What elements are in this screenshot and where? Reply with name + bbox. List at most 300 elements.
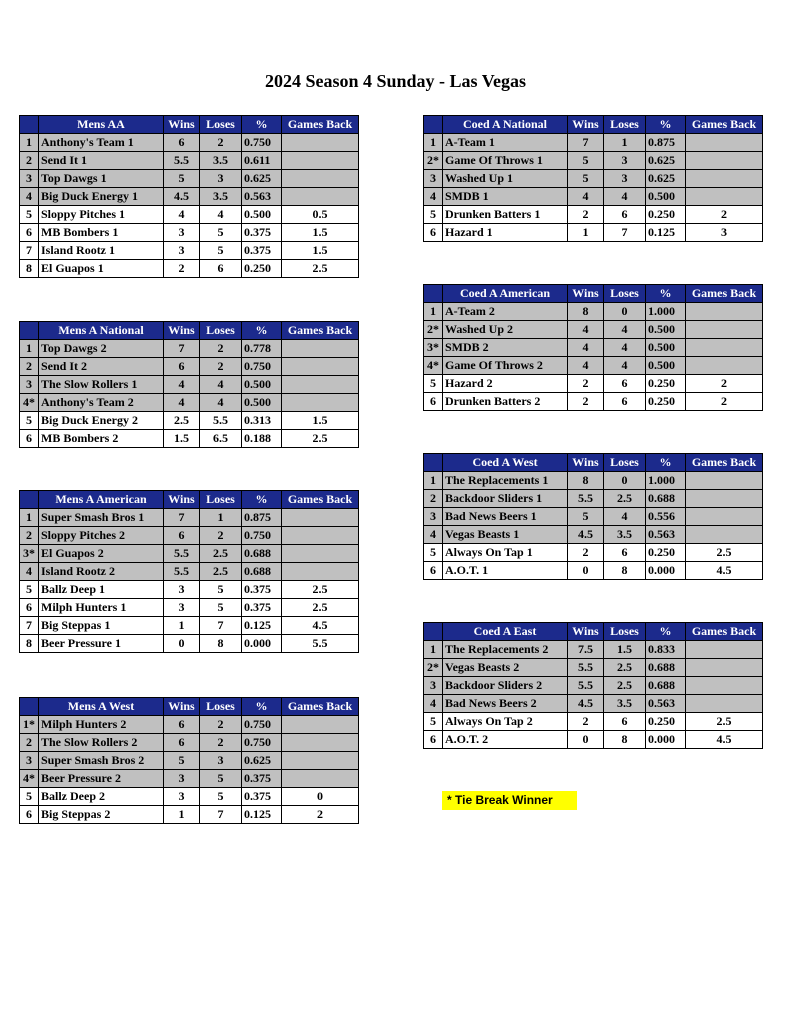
wins-cell: 2.5: [164, 412, 200, 430]
wins-cell: 3: [164, 224, 200, 242]
games-back-cell: 2.5: [282, 260, 359, 278]
table-row: [424, 562, 763, 580]
pct-cell: 0.500: [242, 394, 282, 412]
standings-table-mens-a-national: [19, 321, 359, 448]
rank-cell: 7: [20, 242, 39, 260]
team-cell: El Guapos 1: [39, 260, 164, 278]
games-back-cell: 2.5: [686, 713, 763, 731]
loses-cell: 2.5: [200, 545, 242, 563]
rank-cell: 5: [424, 544, 443, 562]
team-cell: Anthony's Team 2: [39, 394, 164, 412]
pct-cell: 0.750: [242, 134, 282, 152]
rank-header: [424, 623, 443, 641]
wins-header: Wins: [164, 491, 200, 509]
games-back-cell: [686, 695, 763, 713]
pct-cell: 0.500: [646, 188, 686, 206]
rank-cell: 5: [424, 375, 443, 393]
rank-cell: 8: [20, 635, 39, 653]
wins-cell: 4.5: [568, 695, 604, 713]
rank-header: [424, 454, 443, 472]
wins-cell: 5.5: [164, 152, 200, 170]
team-cell: Hazard 1: [443, 224, 568, 242]
loses-cell: 0: [604, 472, 646, 490]
games-back-cell: 5.5: [282, 635, 359, 653]
team-cell: The Replacements 1: [443, 472, 568, 490]
wins-cell: 5.5: [568, 677, 604, 695]
rank-cell: 2: [20, 527, 39, 545]
table-row: [424, 472, 763, 490]
loses-cell: 5: [200, 242, 242, 260]
pct-header: %: [242, 116, 282, 134]
team-cell: Big Steppas 2: [39, 806, 164, 824]
pct-cell: 0.250: [646, 393, 686, 411]
rank-cell: 6: [424, 393, 443, 411]
rank-cell: 1: [20, 340, 39, 358]
games-back-cell: 2.5: [282, 430, 359, 448]
games-back-cell: 2: [686, 206, 763, 224]
team-cell: A-Team 1: [443, 134, 568, 152]
pct-cell: 0.500: [646, 321, 686, 339]
loses-cell: 2.5: [604, 677, 646, 695]
standings-table-coed-a-american: [423, 284, 763, 411]
loses-cell: 3.5: [604, 526, 646, 544]
table-header-row: [20, 698, 359, 716]
rank-cell: 1: [424, 472, 443, 490]
pct-cell: 0.688: [646, 677, 686, 695]
games-back-cell: 1.5: [282, 242, 359, 260]
loses-cell: 3: [604, 170, 646, 188]
pct-cell: 0.556: [646, 508, 686, 526]
pct-cell: 0.625: [646, 152, 686, 170]
table-row: [424, 508, 763, 526]
loses-cell: 3.5: [200, 188, 242, 206]
loses-cell: 6.5: [200, 430, 242, 448]
wins-cell: 4: [164, 394, 200, 412]
pct-header: %: [242, 698, 282, 716]
table-row: [424, 170, 763, 188]
wins-cell: 8: [568, 472, 604, 490]
rank-cell: 2*: [424, 321, 443, 339]
loses-header: Loses: [604, 116, 646, 134]
rank-cell: 1: [424, 134, 443, 152]
table-row: [20, 581, 359, 599]
team-cell: Drunken Batters 2: [443, 393, 568, 411]
games-back-header: Games Back: [686, 454, 763, 472]
wins-cell: 5: [164, 752, 200, 770]
loses-cell: 2.5: [604, 659, 646, 677]
team-cell: MB Bombers 1: [39, 224, 164, 242]
division-name-header: Mens A West: [39, 698, 164, 716]
loses-cell: 2.5: [604, 490, 646, 508]
standings-table-mens-a-american: [19, 490, 359, 653]
table-row: [424, 303, 763, 321]
pct-cell: 0.833: [646, 641, 686, 659]
table-row: [424, 393, 763, 411]
games-back-header: Games Back: [282, 322, 359, 340]
team-cell: Ballz Deep 1: [39, 581, 164, 599]
wins-header: Wins: [164, 116, 200, 134]
rank-cell: 3*: [424, 339, 443, 357]
team-cell: SMDB 1: [443, 188, 568, 206]
wins-cell: 6: [164, 734, 200, 752]
pct-cell: 0.688: [646, 490, 686, 508]
table-row: [20, 716, 359, 734]
table-row: [20, 152, 359, 170]
games-back-cell: [282, 545, 359, 563]
table-row: [20, 376, 359, 394]
standings-table-mens-aa: [19, 115, 359, 278]
rank-cell: 3: [424, 508, 443, 526]
loses-cell: 1: [200, 509, 242, 527]
loses-cell: 8: [200, 635, 242, 653]
table-row: [424, 641, 763, 659]
games-back-header: Games Back: [282, 491, 359, 509]
team-cell: Big Duck Energy 1: [39, 188, 164, 206]
team-cell: Ballz Deep 2: [39, 788, 164, 806]
team-cell: Beer Pressure 2: [39, 770, 164, 788]
games-back-cell: 4.5: [686, 731, 763, 749]
pct-cell: 0.563: [646, 526, 686, 544]
table-row: [20, 635, 359, 653]
pct-cell: 0.125: [242, 806, 282, 824]
games-back-cell: [686, 472, 763, 490]
table-row: [20, 224, 359, 242]
rank-cell: 3: [20, 170, 39, 188]
pct-cell: 0.688: [646, 659, 686, 677]
division-name-header: Coed A East: [443, 623, 568, 641]
team-cell: Vegas Beasts 1: [443, 526, 568, 544]
loses-cell: 7: [604, 224, 646, 242]
loses-cell: 5: [200, 788, 242, 806]
pct-cell: 0.313: [242, 412, 282, 430]
pct-cell: 0.500: [242, 376, 282, 394]
table-row: [424, 152, 763, 170]
games-back-cell: [686, 357, 763, 375]
team-cell: Anthony's Team 1: [39, 134, 164, 152]
wins-cell: 1.5: [164, 430, 200, 448]
table-row: [424, 677, 763, 695]
team-cell: Sloppy Pitches 2: [39, 527, 164, 545]
team-cell: Island Rootz 1: [39, 242, 164, 260]
wins-cell: 7: [568, 134, 604, 152]
wins-cell: 7: [164, 509, 200, 527]
loses-header: Loses: [604, 623, 646, 641]
pct-cell: 0.750: [242, 527, 282, 545]
division-name-header: Coed A American: [443, 285, 568, 303]
page-title: 2024 Season 4 Sunday - Las Vegas: [264, 71, 527, 91]
wins-header: Wins: [568, 454, 604, 472]
wins-cell: 3: [164, 788, 200, 806]
pct-cell: 0.625: [242, 170, 282, 188]
division-name-header: Mens A National: [39, 322, 164, 340]
team-cell: Backdoor Sliders 2: [443, 677, 568, 695]
rank-header: [424, 116, 443, 134]
table-row: [20, 412, 359, 430]
pct-cell: 0.778: [242, 340, 282, 358]
loses-cell: 2: [200, 340, 242, 358]
rank-cell: 7: [20, 617, 39, 635]
loses-cell: 4: [604, 321, 646, 339]
games-back-cell: 2.5: [686, 544, 763, 562]
table-row: [424, 544, 763, 562]
table-row: [424, 134, 763, 152]
team-cell: Super Smash Bros 2: [39, 752, 164, 770]
team-cell: Washed Up 2: [443, 321, 568, 339]
standings-table-coed-a-west: [423, 453, 763, 580]
loses-cell: 4: [604, 188, 646, 206]
team-cell: Hazard 2: [443, 375, 568, 393]
games-back-cell: [686, 526, 763, 544]
wins-cell: 8: [568, 303, 604, 321]
team-cell: The Slow Rollers 2: [39, 734, 164, 752]
loses-cell: 2.5: [200, 563, 242, 581]
games-back-cell: [686, 170, 763, 188]
games-back-cell: 2.5: [282, 599, 359, 617]
loses-cell: 5: [200, 581, 242, 599]
loses-cell: 7: [200, 806, 242, 824]
pct-header: %: [646, 285, 686, 303]
games-back-cell: [686, 641, 763, 659]
wins-cell: 5: [164, 170, 200, 188]
pct-cell: 0.750: [242, 358, 282, 376]
team-cell: Game Of Throws 2: [443, 357, 568, 375]
team-cell: Big Duck Energy 2: [39, 412, 164, 430]
rank-cell: 6: [20, 806, 39, 824]
rank-cell: 1: [20, 509, 39, 527]
games-back-cell: [282, 152, 359, 170]
table-row: [424, 731, 763, 749]
wins-cell: 6: [164, 134, 200, 152]
team-cell: Drunken Batters 1: [443, 206, 568, 224]
pct-cell: 0.750: [242, 716, 282, 734]
games-back-cell: [282, 563, 359, 581]
team-cell: SMDB 2: [443, 339, 568, 357]
wins-cell: 5.5: [568, 659, 604, 677]
games-back-header: Games Back: [686, 285, 763, 303]
games-back-cell: [686, 321, 763, 339]
wins-cell: 2: [568, 206, 604, 224]
rank-cell: 1: [424, 303, 443, 321]
games-back-header: Games Back: [282, 116, 359, 134]
team-cell: Super Smash Bros 1: [39, 509, 164, 527]
pct-cell: 0.250: [242, 260, 282, 278]
wins-cell: 4: [568, 188, 604, 206]
table-row: [20, 394, 359, 412]
rank-cell: 3: [424, 170, 443, 188]
wins-cell: 2: [568, 375, 604, 393]
wins-header: Wins: [568, 285, 604, 303]
wins-cell: 2: [568, 713, 604, 731]
games-back-cell: 0.5: [282, 206, 359, 224]
team-cell: Bad News Beers 2: [443, 695, 568, 713]
pct-cell: 0.688: [242, 563, 282, 581]
table-row: [20, 430, 359, 448]
games-back-cell: 0: [282, 788, 359, 806]
table-row: [20, 788, 359, 806]
wins-cell: 4: [568, 357, 604, 375]
rank-cell: 2: [20, 152, 39, 170]
table-row: [20, 545, 359, 563]
pct-header: %: [242, 322, 282, 340]
pct-cell: 0.500: [242, 206, 282, 224]
table-row: [424, 659, 763, 677]
loses-header: Loses: [200, 322, 242, 340]
team-cell: Top Dawgs 1: [39, 170, 164, 188]
pct-cell: 0.250: [646, 544, 686, 562]
games-back-cell: [282, 170, 359, 188]
pct-cell: 0.563: [242, 188, 282, 206]
rank-cell: 3: [20, 752, 39, 770]
loses-cell: 4: [604, 339, 646, 357]
loses-cell: 3: [604, 152, 646, 170]
loses-cell: 3.5: [604, 695, 646, 713]
division-name-header: Mens A American: [39, 491, 164, 509]
wins-cell: 5: [568, 170, 604, 188]
wins-cell: 0: [568, 731, 604, 749]
loses-cell: 1.5: [604, 641, 646, 659]
wins-cell: 5: [568, 508, 604, 526]
loses-cell: 5: [200, 599, 242, 617]
loses-cell: 5: [200, 224, 242, 242]
wins-cell: 5.5: [164, 563, 200, 581]
table-row: [424, 339, 763, 357]
pct-cell: 0.375: [242, 581, 282, 599]
games-back-cell: [282, 716, 359, 734]
table-row: [424, 526, 763, 544]
wins-cell: 0: [568, 562, 604, 580]
table-row: [424, 695, 763, 713]
rank-cell: 4: [424, 695, 443, 713]
loses-cell: 5: [200, 770, 242, 788]
rank-cell: 5: [20, 412, 39, 430]
rank-cell: 6: [20, 430, 39, 448]
pct-cell: 0.375: [242, 770, 282, 788]
division-name-header: Coed A National: [443, 116, 568, 134]
rank-cell: 1: [424, 641, 443, 659]
games-back-cell: 3: [686, 224, 763, 242]
team-cell: El Guapos 2: [39, 545, 164, 563]
table-row: [424, 206, 763, 224]
table-row: [20, 527, 359, 545]
table-header-row: [424, 116, 763, 134]
loses-cell: 3: [200, 752, 242, 770]
games-back-cell: 1.5: [282, 224, 359, 242]
standings-table-mens-a-west: [19, 697, 359, 824]
table-row: [424, 490, 763, 508]
wins-cell: 2: [568, 393, 604, 411]
wins-cell: 5: [568, 152, 604, 170]
games-back-cell: [282, 340, 359, 358]
loses-header: Loses: [200, 491, 242, 509]
wins-header: Wins: [164, 698, 200, 716]
rank-cell: 5: [20, 581, 39, 599]
table-row: [424, 321, 763, 339]
standings-table-coed-a-east: [423, 622, 763, 749]
wins-cell: 2: [568, 544, 604, 562]
games-back-cell: [282, 527, 359, 545]
loses-cell: 3.5: [200, 152, 242, 170]
games-back-cell: [282, 509, 359, 527]
loses-cell: 2: [200, 716, 242, 734]
rank-cell: 6: [424, 562, 443, 580]
wins-cell: 7.5: [568, 641, 604, 659]
pct-cell: 0.375: [242, 224, 282, 242]
rank-cell: 4*: [20, 770, 39, 788]
team-cell: A.O.T. 1: [443, 562, 568, 580]
rank-cell: 2: [20, 358, 39, 376]
table-row: [424, 375, 763, 393]
rank-header: [20, 116, 39, 134]
loses-cell: 6: [604, 393, 646, 411]
team-cell: Sloppy Pitches 1: [39, 206, 164, 224]
table-row: [20, 170, 359, 188]
team-cell: Top Dawgs 2: [39, 340, 164, 358]
table-row: [20, 734, 359, 752]
team-cell: A.O.T. 2: [443, 731, 568, 749]
table-row: [20, 752, 359, 770]
loses-header: Loses: [200, 698, 242, 716]
table-row: [20, 563, 359, 581]
pct-cell: 0.250: [646, 713, 686, 731]
pct-header: %: [646, 454, 686, 472]
loses-cell: 3: [200, 170, 242, 188]
loses-cell: 8: [604, 562, 646, 580]
loses-cell: 6: [200, 260, 242, 278]
games-back-cell: 1.5: [282, 412, 359, 430]
games-back-cell: [282, 134, 359, 152]
games-back-header: Games Back: [282, 698, 359, 716]
games-back-cell: 4.5: [686, 562, 763, 580]
table-row: [20, 134, 359, 152]
table-row: [424, 188, 763, 206]
pct-cell: 0.125: [242, 617, 282, 635]
loses-cell: 2: [200, 134, 242, 152]
team-cell: Milph Hunters 1: [39, 599, 164, 617]
loses-cell: 4: [604, 357, 646, 375]
pct-cell: 0.500: [646, 339, 686, 357]
rank-cell: 2: [424, 490, 443, 508]
table-header-row: [424, 623, 763, 641]
rank-cell: 5: [424, 713, 443, 731]
table-row: [20, 260, 359, 278]
pct-cell: 0.250: [646, 206, 686, 224]
loses-cell: 2: [200, 527, 242, 545]
rank-cell: 3*: [20, 545, 39, 563]
wins-header: Wins: [568, 623, 604, 641]
games-back-cell: [686, 490, 763, 508]
wins-cell: 5.5: [164, 545, 200, 563]
games-back-cell: [686, 659, 763, 677]
team-cell: A-Team 2: [443, 303, 568, 321]
division-name-header: Coed A West: [443, 454, 568, 472]
rank-cell: 6: [20, 599, 39, 617]
loses-cell: 6: [604, 713, 646, 731]
wins-cell: 3: [164, 770, 200, 788]
pct-cell: 0.125: [646, 224, 686, 242]
loses-header: Loses: [604, 454, 646, 472]
pct-cell: 0.375: [242, 242, 282, 260]
games-back-cell: [282, 358, 359, 376]
rank-cell: 1: [20, 134, 39, 152]
pct-cell: 0.000: [242, 635, 282, 653]
division-name-header: Mens AA: [39, 116, 164, 134]
games-back-cell: [282, 734, 359, 752]
team-cell: Washed Up 1: [443, 170, 568, 188]
team-cell: Beer Pressure 1: [39, 635, 164, 653]
table-row: [20, 509, 359, 527]
pct-header: %: [646, 116, 686, 134]
loses-cell: 4: [604, 508, 646, 526]
